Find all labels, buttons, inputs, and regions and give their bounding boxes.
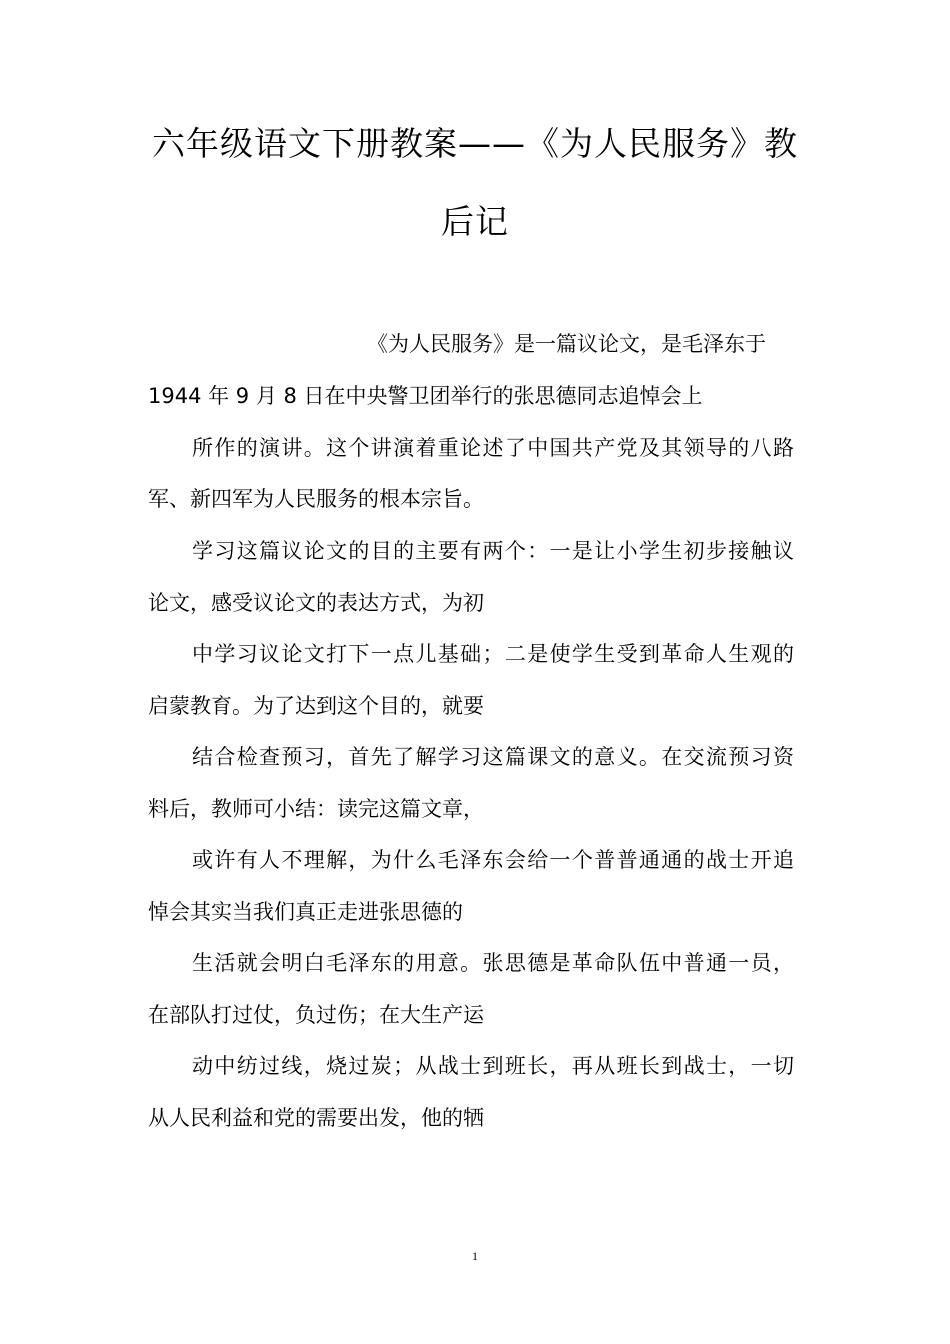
page-number: 1 [472,1249,478,1263]
paragraph-3-line-2: 论文，感受议论文的表达方式，为初 [148,591,484,615]
paragraph-6-line-1: 或许有人不理解，为什么毛泽东会给一个普普通通的战士开追 [192,848,794,872]
paragraph-8-line-1: 动中纺过线，烧过炭；从战士到班长，再从班长到战士，一切 [192,1054,794,1078]
document-title-line-2: 后记 [441,202,509,241]
paragraph-7-line-2: 在部队打过仗，负过伤；在大生产运 [148,1003,484,1027]
paragraph-3-line-1: 学习这篇议论文的目的主要有两个：一是让小学生初步接触议 [192,539,794,563]
paragraph-4-line-2: 启蒙教育。为了达到这个目的，就要 [148,694,484,718]
document-title-line-1: 六年级语文下册教案——《为人民服务》教 [152,124,798,163]
paragraph-6-line-2: 悼会其实当我们真正走进张思德的 [148,900,463,924]
paragraph-2-line-2: 军、新四军为人民服务的根本宗旨。 [148,487,484,511]
paragraph-1-line-1: 《为人民服务》是一篇议论文，是毛泽东于 [367,332,766,356]
paragraph-8-line-2: 从人民利益和党的需要出发，他的牺 [148,1106,484,1130]
paragraph-5-line-2: 料后，教师可小结：读完这篇文章， [148,797,484,821]
paragraph-2-line-1: 所作的演讲。这个讲演着重论述了中国共产党及其领导的八路 [192,436,794,460]
paragraph-4-line-1: 中学习议论文打下一点儿基础；二是使学生受到革命人生观的 [192,642,794,666]
paragraph-7-line-1: 生活就会明白毛泽东的用意。张思德是革命队伍中普通一员， [192,951,794,975]
paragraph-1-line-2: 1944 年 9 月 8 日在中央警卫团举行的张思德同志追悼会上 [148,384,703,408]
paragraph-5-line-1: 结合检查预习，首先了解学习这篇课文的意义。在交流预习资 [192,745,794,769]
